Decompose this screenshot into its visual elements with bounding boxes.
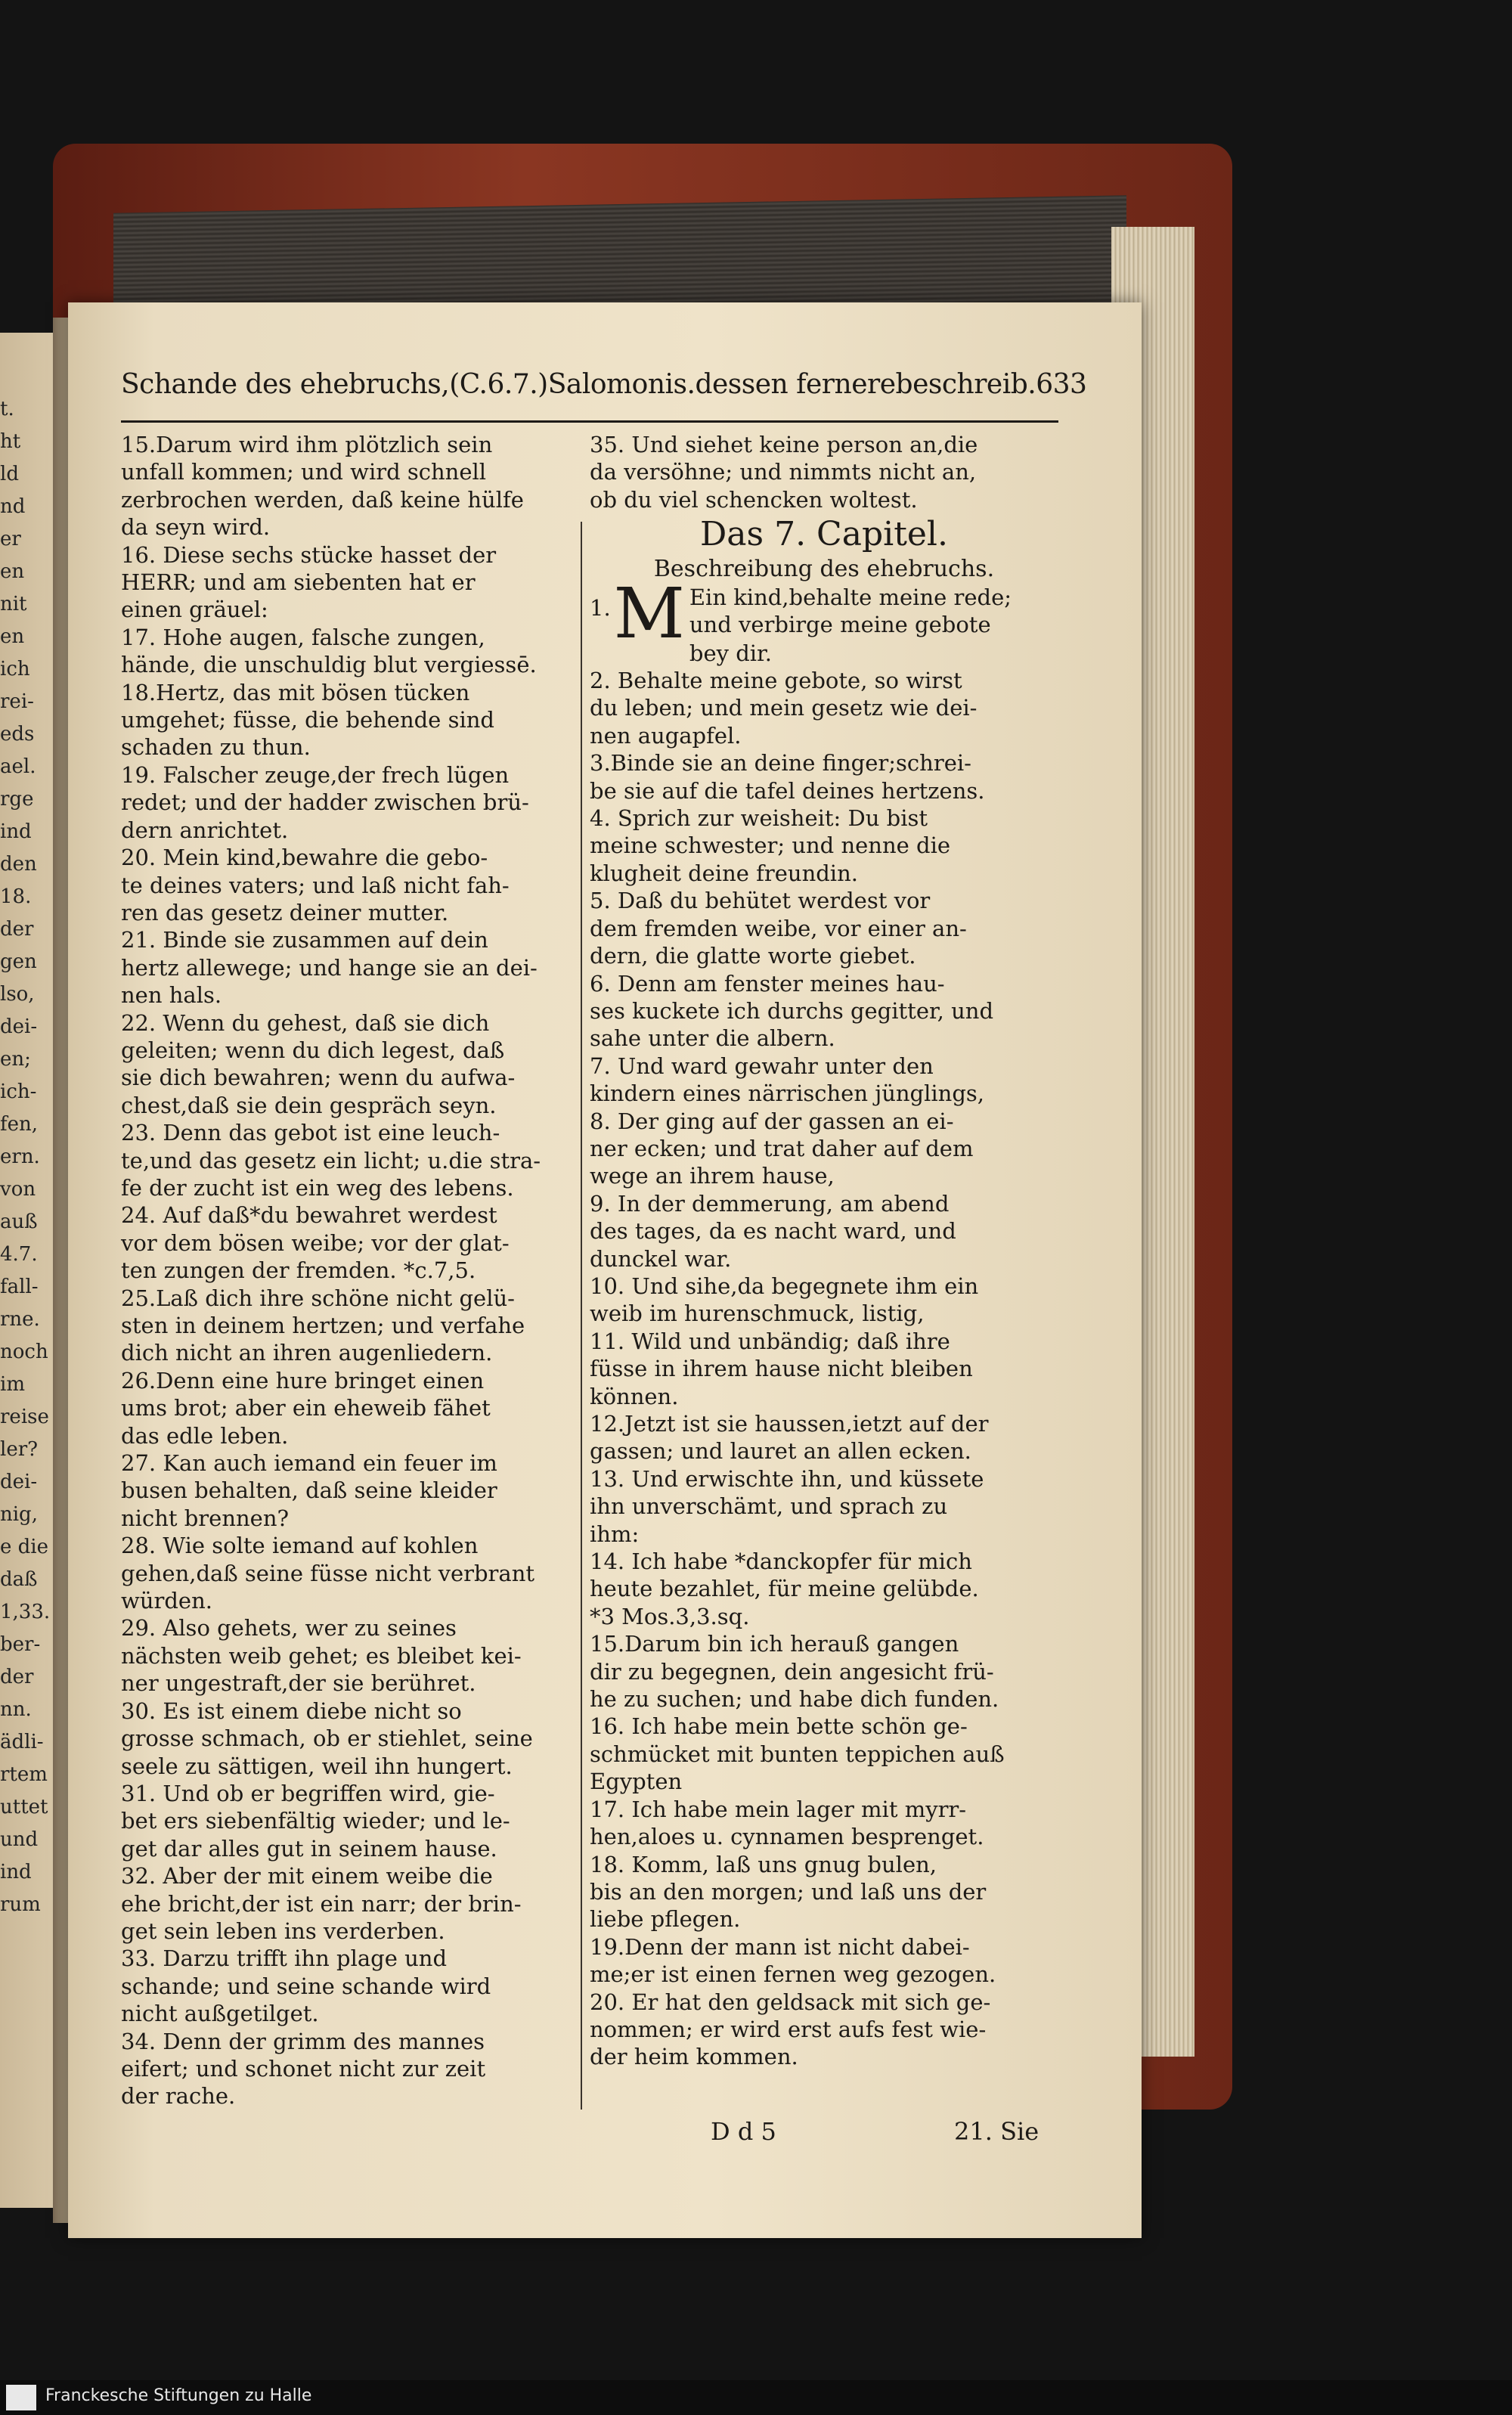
text-line: nicht außgetilget.: [121, 2001, 319, 2027]
text-line: 14. Ich habe *danckopfer für mich: [590, 1549, 972, 1575]
fragment-line: der: [0, 1666, 34, 1688]
text-line: schaden zu thun.: [121, 734, 311, 761]
text-line: 6. Denn am fenster meines hau-: [590, 970, 945, 997]
fragment-line: dei-: [0, 1015, 38, 1038]
text-line: umgehet; füsse, die behende sind: [121, 707, 494, 733]
fragment-line: reise: [0, 1406, 49, 1428]
text-line: get sein leben ins verderben.: [121, 1917, 445, 1944]
text-line: klugheit deine freundin.: [590, 860, 858, 886]
text-line: 23. Denn das gebot ist eine leuch-: [121, 1120, 500, 1146]
text-line: fe der zucht ist ein weg des lebens.: [121, 1174, 514, 1201]
text-line: ums brot; aber ein eheweib fähet: [121, 1395, 491, 1421]
fragment-line: von: [0, 1178, 36, 1201]
fragment-line: fen,: [0, 1113, 39, 1136]
text-line: 7. Und ward gewahr unter den: [590, 1052, 934, 1079]
text-line: 3.Binde sie an deine finger;schrei-: [590, 750, 971, 777]
text-line: dir zu begegnen, dein angesicht frü-: [590, 1658, 994, 1685]
text-line: ehe bricht,der ist ein narr; der brin-: [121, 1890, 522, 1917]
text-line: 2. Behalte meine gebote, so wirst: [590, 668, 962, 694]
text-line: HERR; und am siebenten hat er: [121, 569, 476, 596]
fragment-line: rne.: [0, 1308, 40, 1331]
text-line: 32. Aber der mit einem weibe die: [121, 1863, 493, 1890]
fragment-line: ind: [0, 1861, 32, 1883]
text-line: 30. Es ist einem diebe nicht so: [121, 1697, 462, 1724]
text-line: dich nicht an ihren augenliedern.: [121, 1340, 493, 1366]
text-line: schmücket mit bunten teppichen auß: [590, 1741, 1005, 1767]
fragment-line: 4.7.: [0, 1243, 38, 1266]
text-line: einen gräuel:: [121, 597, 268, 623]
fragment-line: lso,: [0, 983, 35, 1006]
fragment-line: ern.: [0, 1145, 40, 1168]
fragment-line: eds: [0, 723, 35, 746]
text-line: 17. Hohe augen, falsche zungen,: [121, 624, 485, 650]
text-line: ten zungen der fremden. *c.7,5.: [121, 1257, 476, 1284]
text-line: 10. Und sihe,da begegnete ihm ein: [590, 1273, 979, 1299]
text-line: bet ers siebenfältig wieder; und le-: [121, 1808, 510, 1834]
text-line: sie dich bewahren; wenn du aufwa-: [121, 1065, 516, 1091]
text-line: 18.Hertz, das mit bösen tücken: [121, 679, 470, 705]
text-line: bey dir.: [689, 640, 772, 666]
text-line: unfall kommen; und wird schnell: [121, 459, 487, 485]
text-line: 12.Jetzt ist sie haussen,ietzt auf der: [590, 1411, 989, 1437]
text-line: du leben; und mein gesetz wie dei-: [590, 695, 978, 721]
text-line: und verbirge meine gebote: [689, 612, 991, 638]
left-text-column: [121, 431, 575, 2110]
fragment-line: nd: [0, 495, 26, 518]
text-line: bis an den morgen; und laß uns der: [590, 1878, 987, 1905]
text-line: 35. Und siehet keine person an,die: [590, 432, 978, 457]
fragment-line: und: [0, 1828, 39, 1851]
fragment-line: rei-: [0, 690, 34, 713]
fragment-line: rge: [0, 788, 34, 811]
text-line: weib im hurenschmuck, listig,: [590, 1301, 925, 1327]
text-line: 22. Wenn du gehest, daß sie dich: [121, 1009, 490, 1036]
text-line: gassen; und lauret an allen ecken.: [590, 1438, 971, 1465]
text-line: 31. Und ob er begriffen wird, gie-: [121, 1780, 495, 1806]
text-line: dem fremden weibe, vor einer an-: [590, 915, 967, 941]
text-line: 34. Denn der grimm des mannes: [121, 2028, 485, 2054]
fragment-line: ind: [0, 820, 32, 843]
text-line: 9. In der demmerung, am abend: [590, 1190, 950, 1217]
text-line: 17. Ich habe mein lager mit myrr-: [590, 1796, 967, 1822]
text-line: hände, die unschuldig blut vergiessē.: [121, 652, 537, 678]
text-line: me;er ist einen fernen weg gezogen.: [590, 1961, 996, 1988]
text-line: he zu suchen; und habe dich funden.: [590, 1686, 999, 1713]
running-header: Schande des ehebruchs,(C.6.7.)Salomonis.dessen fernerebeschreib.633: [121, 369, 1087, 400]
text-line: vor dem bösen weibe; vor der glat-: [121, 1229, 510, 1256]
text-line: 15.Darum wird ihm plötzlich sein: [121, 432, 493, 457]
text-line: te deines vaters; und laß nicht fah-: [121, 872, 510, 898]
text-line: 18. Komm, laß uns gnug bulen,: [590, 1851, 937, 1877]
text-line: 5. Daß du behütet werdest vor: [590, 888, 931, 914]
text-line: ses kuckete ich durchs gegitter, und: [590, 997, 994, 1024]
fragment-line: nig,: [0, 1503, 38, 1526]
text-line: ob du viel schencken woltest.: [590, 486, 918, 513]
fragment-line: ich-: [0, 1080, 37, 1103]
text-line: da versöhne; und nimmts nicht an,: [590, 459, 977, 485]
text-line: ihm:: [590, 1521, 640, 1547]
text-line: nicht brennen?: [121, 1505, 290, 1531]
text-line: hertz allewege; und hange sie an dei-: [121, 954, 538, 981]
left-page-fragments: [0, 393, 60, 1921]
fragment-line: 1,33.: [0, 1601, 51, 1623]
fragment-line: en;: [0, 1048, 31, 1071]
fragment-line: 18.: [0, 885, 32, 908]
text-line: nen hals.: [121, 982, 222, 1009]
text-line: 13. Und erwischte ihn, und küssete: [590, 1465, 984, 1492]
fragment-line: ht: [0, 430, 21, 453]
chapter-subheading: Beschreibung des ehebruchs.: [653, 556, 995, 583]
fragment-line: ich: [0, 658, 30, 680]
text-line: das edle leben.: [121, 1422, 289, 1449]
text-line: busen behalten, daß seine kleider: [121, 1477, 497, 1504]
text-line: dern, die glatte worte giebet.: [590, 943, 916, 969]
text-line: dunckel war.: [590, 1245, 732, 1272]
text-line: ihn unverschämt, und sprach zu: [590, 1493, 948, 1520]
text-line: sahe unter die albern.: [590, 1025, 835, 1052]
text-line: kindern eines närrischen jünglings,: [590, 1080, 985, 1107]
catchword: 21. Sie: [954, 2117, 1040, 2146]
text-line: der rache.: [121, 2083, 236, 2110]
text-line: ner ungestraft,der sie berühret.: [121, 1670, 476, 1697]
fragment-line: en: [0, 560, 25, 583]
text-line: chest,daß sie dein gespräch seyn.: [121, 1092, 497, 1118]
text-line: redet; und der hadder zwischen brü-: [121, 789, 529, 816]
text-line: 11. Wild und unbändig; daß ihre: [590, 1328, 950, 1354]
text-line: meine schwester; und nenne die: [590, 832, 951, 859]
text-line: nommen; er wird erst aufs fest wie-: [590, 2016, 987, 2042]
text-line: ner ecken; und trat daher auf dem: [590, 1135, 974, 1161]
institution-logo-icon: [6, 2385, 36, 2410]
fragment-line: fall-: [0, 1276, 39, 1298]
text-line: liebe pflegen.: [590, 1906, 741, 1933]
fragment-line: gen: [0, 950, 37, 973]
fragment-line: auß: [0, 1211, 38, 1233]
text-line: wege an ihrem hause,: [590, 1163, 835, 1189]
text-line: seele zu sättigen, weil ihn hungert.: [121, 1753, 513, 1779]
fragment-line: e die: [0, 1536, 48, 1558]
text-line: zerbrochen werden, daß keine hülfe: [121, 486, 524, 513]
text-line: Egypten: [590, 1769, 683, 1795]
text-line: 29. Also gehets, wer zu seines: [121, 1615, 457, 1642]
fragment-line: der: [0, 918, 34, 941]
text-line: schande; und seine schande wird: [121, 1973, 491, 1999]
text-line: 4. Sprich zur weisheit: Du bist: [590, 805, 928, 832]
fragment-line: t.: [0, 398, 14, 420]
credit-text: Franckesche Stiftungen zu Halle: [45, 2386, 312, 2405]
text-line: 19.Denn der mann ist nicht dabei-: [590, 1933, 970, 1960]
column-divider: [581, 522, 582, 2110]
text-line: 33. Darzu trifft ihn plage und: [121, 1945, 448, 1972]
fragment-line: ber-: [0, 1633, 41, 1656]
fragment-line: uttet: [0, 1796, 48, 1818]
text-line: *3 Mos.3,3.sq.: [590, 1603, 750, 1629]
text-line: der heim kommen.: [590, 2044, 798, 2070]
fragment-line: ld: [0, 463, 19, 485]
fragment-line: en: [0, 625, 25, 648]
chapter-title: Das 7. Capitel.: [700, 515, 948, 554]
chapter6-ending: [590, 431, 1058, 513]
text-line: 20. Mein kind,bewahre die gebo-: [121, 845, 488, 871]
text-line: 25.Laß dich ihre schöne nicht gelü-: [121, 1285, 515, 1311]
text-line: gehen,daß seine füsse nicht verbrant: [121, 1560, 535, 1586]
text-line: nen augapfel.: [590, 722, 742, 749]
text-line: Ein kind,behalte meine rede;: [689, 584, 1012, 610]
fragment-line: daß: [0, 1568, 38, 1591]
fragment-line: er: [0, 528, 21, 550]
text-line: grosse schmach, ob er stiehlet, seine: [121, 1725, 533, 1752]
fragment-line: ael.: [0, 755, 36, 778]
text-line: 8. Der ging auf der gassen an ei-: [590, 1108, 954, 1134]
verse-1-number: 1.: [590, 594, 611, 621]
text-line: 16. Ich habe mein bette schön ge-: [590, 1713, 968, 1740]
fragment-line: noch: [0, 1341, 48, 1363]
header-rule: [121, 420, 1058, 423]
fragment-line: rtem: [0, 1763, 48, 1786]
fragment-line: dei-: [0, 1471, 38, 1493]
text-line: sten in deinem hertzen; und verfahe: [121, 1313, 525, 1338]
text-line: 27. Kan auch iemand ein feuer im: [121, 1450, 497, 1477]
text-line: get dar alles gut in seinem hause.: [121, 1835, 497, 1862]
text-line: 28. Wie solte iemand auf kohlen: [121, 1533, 479, 1559]
text-line: nächsten weib gehet; es bleibet kei-: [121, 1642, 522, 1669]
text-line: füsse in ihrem hause nicht bleiben: [590, 1356, 973, 1382]
fragment-line: ädli-: [0, 1731, 44, 1753]
text-line: te,und das gesetz ein licht; u.die stra-: [121, 1147, 541, 1173]
text-line: da seyn wird.: [121, 514, 271, 541]
text-line: des tages, da es nacht ward, und: [590, 1218, 956, 1245]
text-line: dern anrichtet.: [121, 817, 289, 843]
fragment-line: ler?: [0, 1438, 39, 1461]
text-line: 26.Denn eine hure bringet einen: [121, 1367, 485, 1394]
fragment-line: nit: [0, 593, 27, 615]
drop-cap: M: [613, 572, 685, 654]
text-line: heute bezahlet, für meine gelübde.: [590, 1576, 979, 1602]
text-line: 24. Auf daß*du bewahret werdest: [121, 1202, 497, 1229]
fragment-line: im: [0, 1373, 25, 1396]
signature-mark: D d 5: [711, 2117, 776, 2146]
text-line: eifert; und schonet nicht zur zeit: [121, 2055, 486, 2082]
text-line: können.: [590, 1383, 679, 1409]
text-line: 20. Er hat den geldsack mit sich ge-: [590, 1989, 991, 2015]
text-line: ren das gesetz deiner mutter.: [121, 899, 449, 925]
text-line: be sie auf die tafel deines hertzens.: [590, 777, 985, 804]
fragment-line: nn.: [0, 1698, 32, 1721]
fragment-line: den: [0, 853, 37, 876]
text-line: 21. Binde sie zusammen auf dein: [121, 927, 488, 953]
text-line: hen,aloes u. cynnamen besprenget.: [590, 1824, 984, 1850]
fragment-line: rum: [0, 1893, 41, 1916]
text-line: 19. Falscher zeuge,der frech lügen: [121, 761, 510, 788]
text-line: würden.: [121, 1588, 212, 1614]
text-line: geleiten; wenn du dich legest, daß: [121, 1037, 505, 1063]
text-line: 16. Diese sechs stücke hasset der: [121, 541, 497, 568]
chapter7-verses: [590, 640, 1058, 2071]
text-line: 15.Darum bin ich herauß gangen: [590, 1631, 959, 1657]
right-text-column: [590, 431, 1058, 2071]
